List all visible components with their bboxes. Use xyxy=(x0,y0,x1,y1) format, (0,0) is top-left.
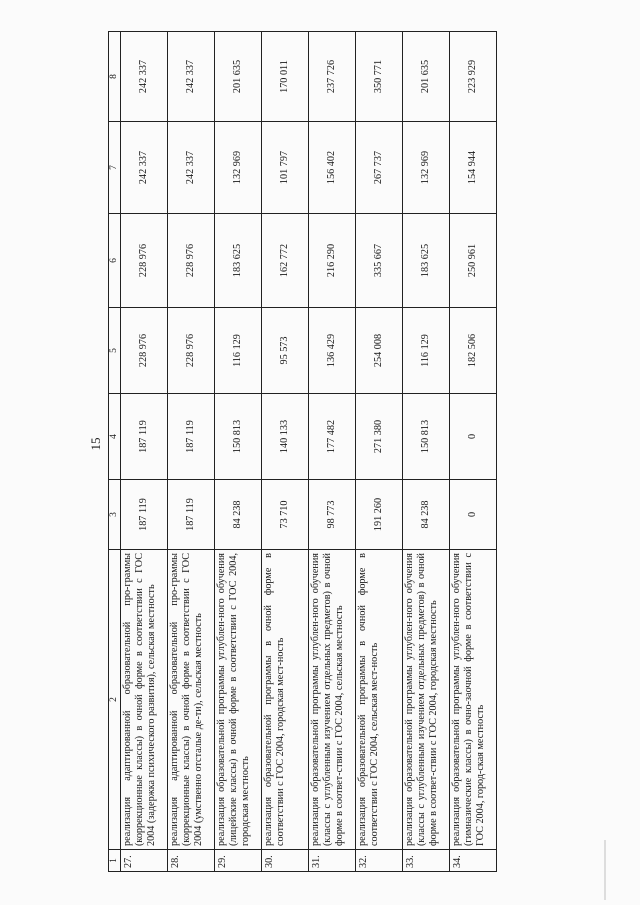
value-cell: 0 xyxy=(450,480,497,550)
table-row xyxy=(356,32,403,872)
column-header: 6 xyxy=(109,214,121,308)
column-header: 8 xyxy=(109,32,121,122)
value-cell: 132 969 xyxy=(403,122,450,214)
value-cell: 116 129 xyxy=(215,308,262,394)
row-description: реализация образовательной программы углублен-ного обучения (гимназические классы) в очно-заочной форме в соответствии с ГОС 2004, город-ская местность xyxy=(450,550,497,850)
value-cell: 150 813 xyxy=(403,394,450,480)
table-row xyxy=(309,32,356,872)
table-row xyxy=(168,32,215,872)
column-header: 2 xyxy=(109,550,121,850)
value-cell: 228 976 xyxy=(168,308,215,394)
value-cell: 267 737 xyxy=(356,122,403,214)
table-row xyxy=(262,32,309,872)
table-row xyxy=(121,32,168,872)
value-cell: 201 635 xyxy=(403,32,450,122)
row-index: 27. xyxy=(121,850,168,872)
table-row xyxy=(450,32,497,872)
column-header: 5 xyxy=(109,308,121,394)
row-index: 34. xyxy=(450,850,497,872)
value-cell: 150 813 xyxy=(215,394,262,480)
rates-table xyxy=(108,31,497,872)
value-cell: 0 xyxy=(450,394,497,480)
value-cell: 228 976 xyxy=(121,214,168,308)
row-description: реализация образовательной программы углублен-ного обучения (классы с углубленным изучением отдельных предметов) в очной форме в соответ-ствии с ГОС 2004, городская местность xyxy=(403,550,450,850)
value-cell: 187 119 xyxy=(121,394,168,480)
row-description: реализация образовательной программы углублен-ного обучения (лицейские классы) в очной форме в соответствии с ГОС 2004, городская местность xyxy=(215,550,262,850)
row-description: реализация образовательной программы углублен-ного обучения (классы с углубленным изучением отдельных предметов) в очной форме в соответ-ствии с ГОС 2004, сельская местность xyxy=(309,550,356,850)
row-description: реализация адаптированной образовательной про-граммы (коррекционные классы) в очной форме в соответствии с ГОС 2004 (умственно отсталые де-ти), сельская местность xyxy=(168,550,215,850)
value-cell: 101 797 xyxy=(262,122,309,214)
table-row xyxy=(403,32,450,872)
row-index: 30. xyxy=(262,850,309,872)
rotated-table-container xyxy=(108,32,558,872)
value-cell: 84 238 xyxy=(215,480,262,550)
value-cell: 242 337 xyxy=(121,122,168,214)
value-cell: 73 710 xyxy=(262,480,309,550)
value-cell: 335 667 xyxy=(356,214,403,308)
value-cell: 237 726 xyxy=(309,32,356,122)
value-cell: 140 133 xyxy=(262,394,309,480)
value-cell: 132 969 xyxy=(215,122,262,214)
value-cell: 228 976 xyxy=(121,308,168,394)
value-cell: 187 119 xyxy=(121,480,168,550)
value-cell: 187 119 xyxy=(168,480,215,550)
value-cell: 242 337 xyxy=(121,32,168,122)
row-index: 29. xyxy=(215,850,262,872)
value-cell: 98 773 xyxy=(309,480,356,550)
value-cell: 242 337 xyxy=(168,122,215,214)
column-header: 3 xyxy=(109,480,121,550)
value-cell: 95 573 xyxy=(262,308,309,394)
value-cell: 116 129 xyxy=(403,308,450,394)
row-description: реализация образовательной программы в очной форме в соответствии с ГОС 2004, городская мест-ность xyxy=(262,550,309,850)
column-header: 7 xyxy=(109,122,121,214)
row-description: реализация образовательной программы в очной форме в соответствии с ГОС 2004, сельская мест-ность xyxy=(356,550,403,850)
value-cell: 350 771 xyxy=(356,32,403,122)
value-cell: 216 290 xyxy=(309,214,356,308)
row-index: 33. xyxy=(403,850,450,872)
page-number: 15 xyxy=(88,437,103,451)
value-cell: 242 337 xyxy=(168,32,215,122)
row-index: 31. xyxy=(309,850,356,872)
value-cell: 154 944 xyxy=(450,122,497,214)
table-header-row xyxy=(109,32,121,872)
value-cell: 183 625 xyxy=(215,214,262,308)
row-index: 28. xyxy=(168,850,215,872)
column-header: 4 xyxy=(109,394,121,480)
value-cell: 191 260 xyxy=(356,480,403,550)
value-cell: 170 011 xyxy=(262,32,309,122)
table-row xyxy=(215,32,262,872)
row-description: реализация адаптированной образовательной про-граммы (коррекционные классы) в очной форме в соответствии с ГОС 2004 (задержка психического развития), сельская местность xyxy=(121,550,168,850)
value-cell: 201 635 xyxy=(215,32,262,122)
value-cell: 156 402 xyxy=(309,122,356,214)
value-cell: 136 429 xyxy=(309,308,356,394)
row-index: 32. xyxy=(356,850,403,872)
value-cell: 223 929 xyxy=(450,32,497,122)
value-cell: 254 008 xyxy=(356,308,403,394)
value-cell: 177 482 xyxy=(309,394,356,480)
value-cell: 271 380 xyxy=(356,394,403,480)
value-cell: 183 625 xyxy=(403,214,450,308)
value-cell: 162 772 xyxy=(262,214,309,308)
value-cell: 84 238 xyxy=(403,480,450,550)
value-cell: 182 506 xyxy=(450,308,497,394)
value-cell: 228 976 xyxy=(168,214,215,308)
value-cell: 187 119 xyxy=(168,394,215,480)
scan-edge-mark xyxy=(604,840,606,900)
column-header: 1 xyxy=(109,850,121,872)
value-cell: 250 961 xyxy=(450,214,497,308)
